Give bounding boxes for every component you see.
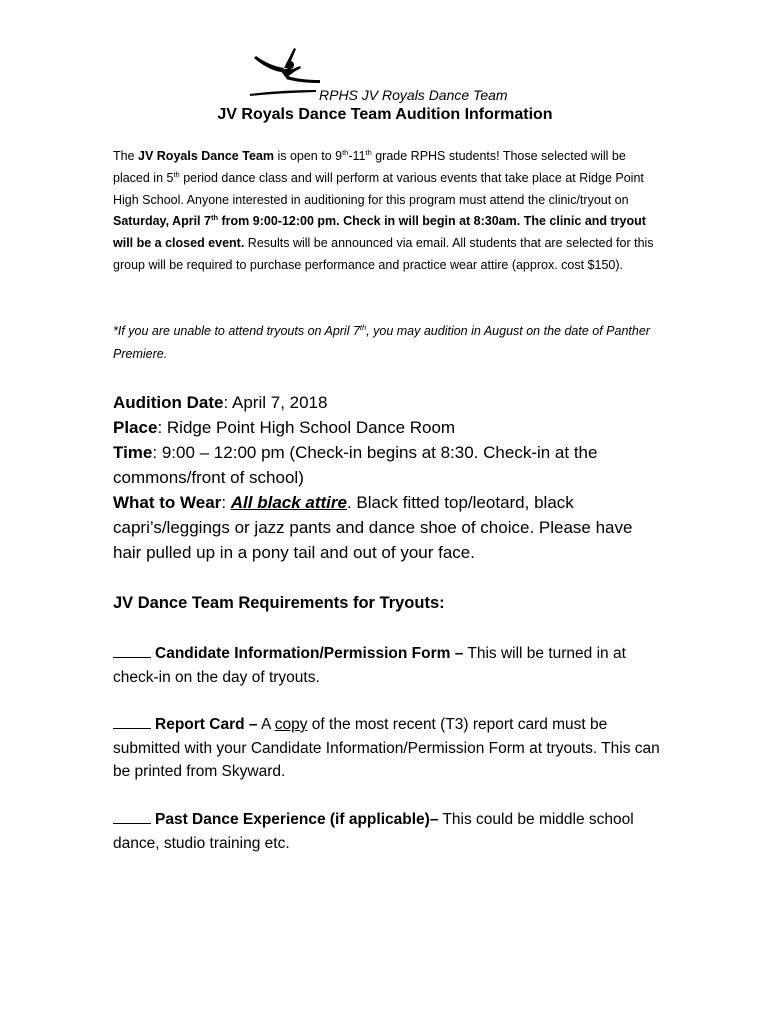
alternate-audition-note: *If you are unable to attend tryouts on April 7th, you may audition in August on the date of Panther Premiere. — [113, 322, 650, 361]
attire-line: What to Wear: All black attire. Black fitted top/leotard, black capri’s/leggings or jazz pants and dance shoe of choice. Please have hair pulled up in a pony tail and out of your face. — [113, 493, 633, 562]
checkbox-blank-line[interactable] — [113, 656, 151, 658]
audition-date-line: Audition Date: April 7, 2018 — [113, 393, 328, 412]
dancer-logo-icon — [250, 46, 322, 102]
requirement-item: Report Card – A copy of the most recent (T3) report card must be submitted with your Candidate Information/Permission Form at tryouts. This can be printed from Skyward. — [113, 716, 660, 781]
time-line: Time: 9:00 – 12:00 pm (Check-in begins at 8:30. Check-in at the commons/front of school) — [113, 443, 598, 487]
attire-emphasis: All black attire — [230, 493, 347, 512]
audition-details — [113, 390, 653, 565]
place-line: Place: Ridge Point High School Dance Room — [113, 418, 456, 437]
requirement-item: Past Dance Experience (if applicable)– This could be middle school dance, studio training etc. — [113, 811, 634, 852]
intro-paragraph: The JV Royals Dance Team is open to 9th-11th grade RPHS students! Those selected will be placed in 5th period dance class and will perform at various events that take place at Ridge Point High School. Anyone interested in auditioning for this program must attend the clinic/tryout on Saturday, April 7th from 9:00-12:00 pm. Check in will begin at 8:30am. The clinic and tryout will be a closed event. Results will be announced via email. All students that are selected for this group will be required to purchase performance and practice wear attire (approx. cost $150). — [113, 147, 654, 272]
checkbox-blank-line[interactable] — [113, 727, 151, 729]
requirement-item: Candidate Information/Permission Form – This will be turned in at check-in on the day of tryouts. — [113, 645, 626, 686]
team-subtitle: RPHS JV Royals Dance Team — [319, 87, 508, 103]
requirements-heading: JV Dance Team Requirements for Tryouts: — [113, 594, 445, 612]
checkbox-blank-line[interactable] — [113, 822, 151, 824]
page-title: JV Royals Dance Team Audition Information — [217, 106, 553, 123]
tryout-date-bold: Saturday, April 7th from 9:00-12:00 pm. Check in will begin at 8:30am. The clinic and tryout will be a closed event. — [113, 213, 646, 251]
team-name: JV Royals Dance Team — [138, 149, 274, 163]
